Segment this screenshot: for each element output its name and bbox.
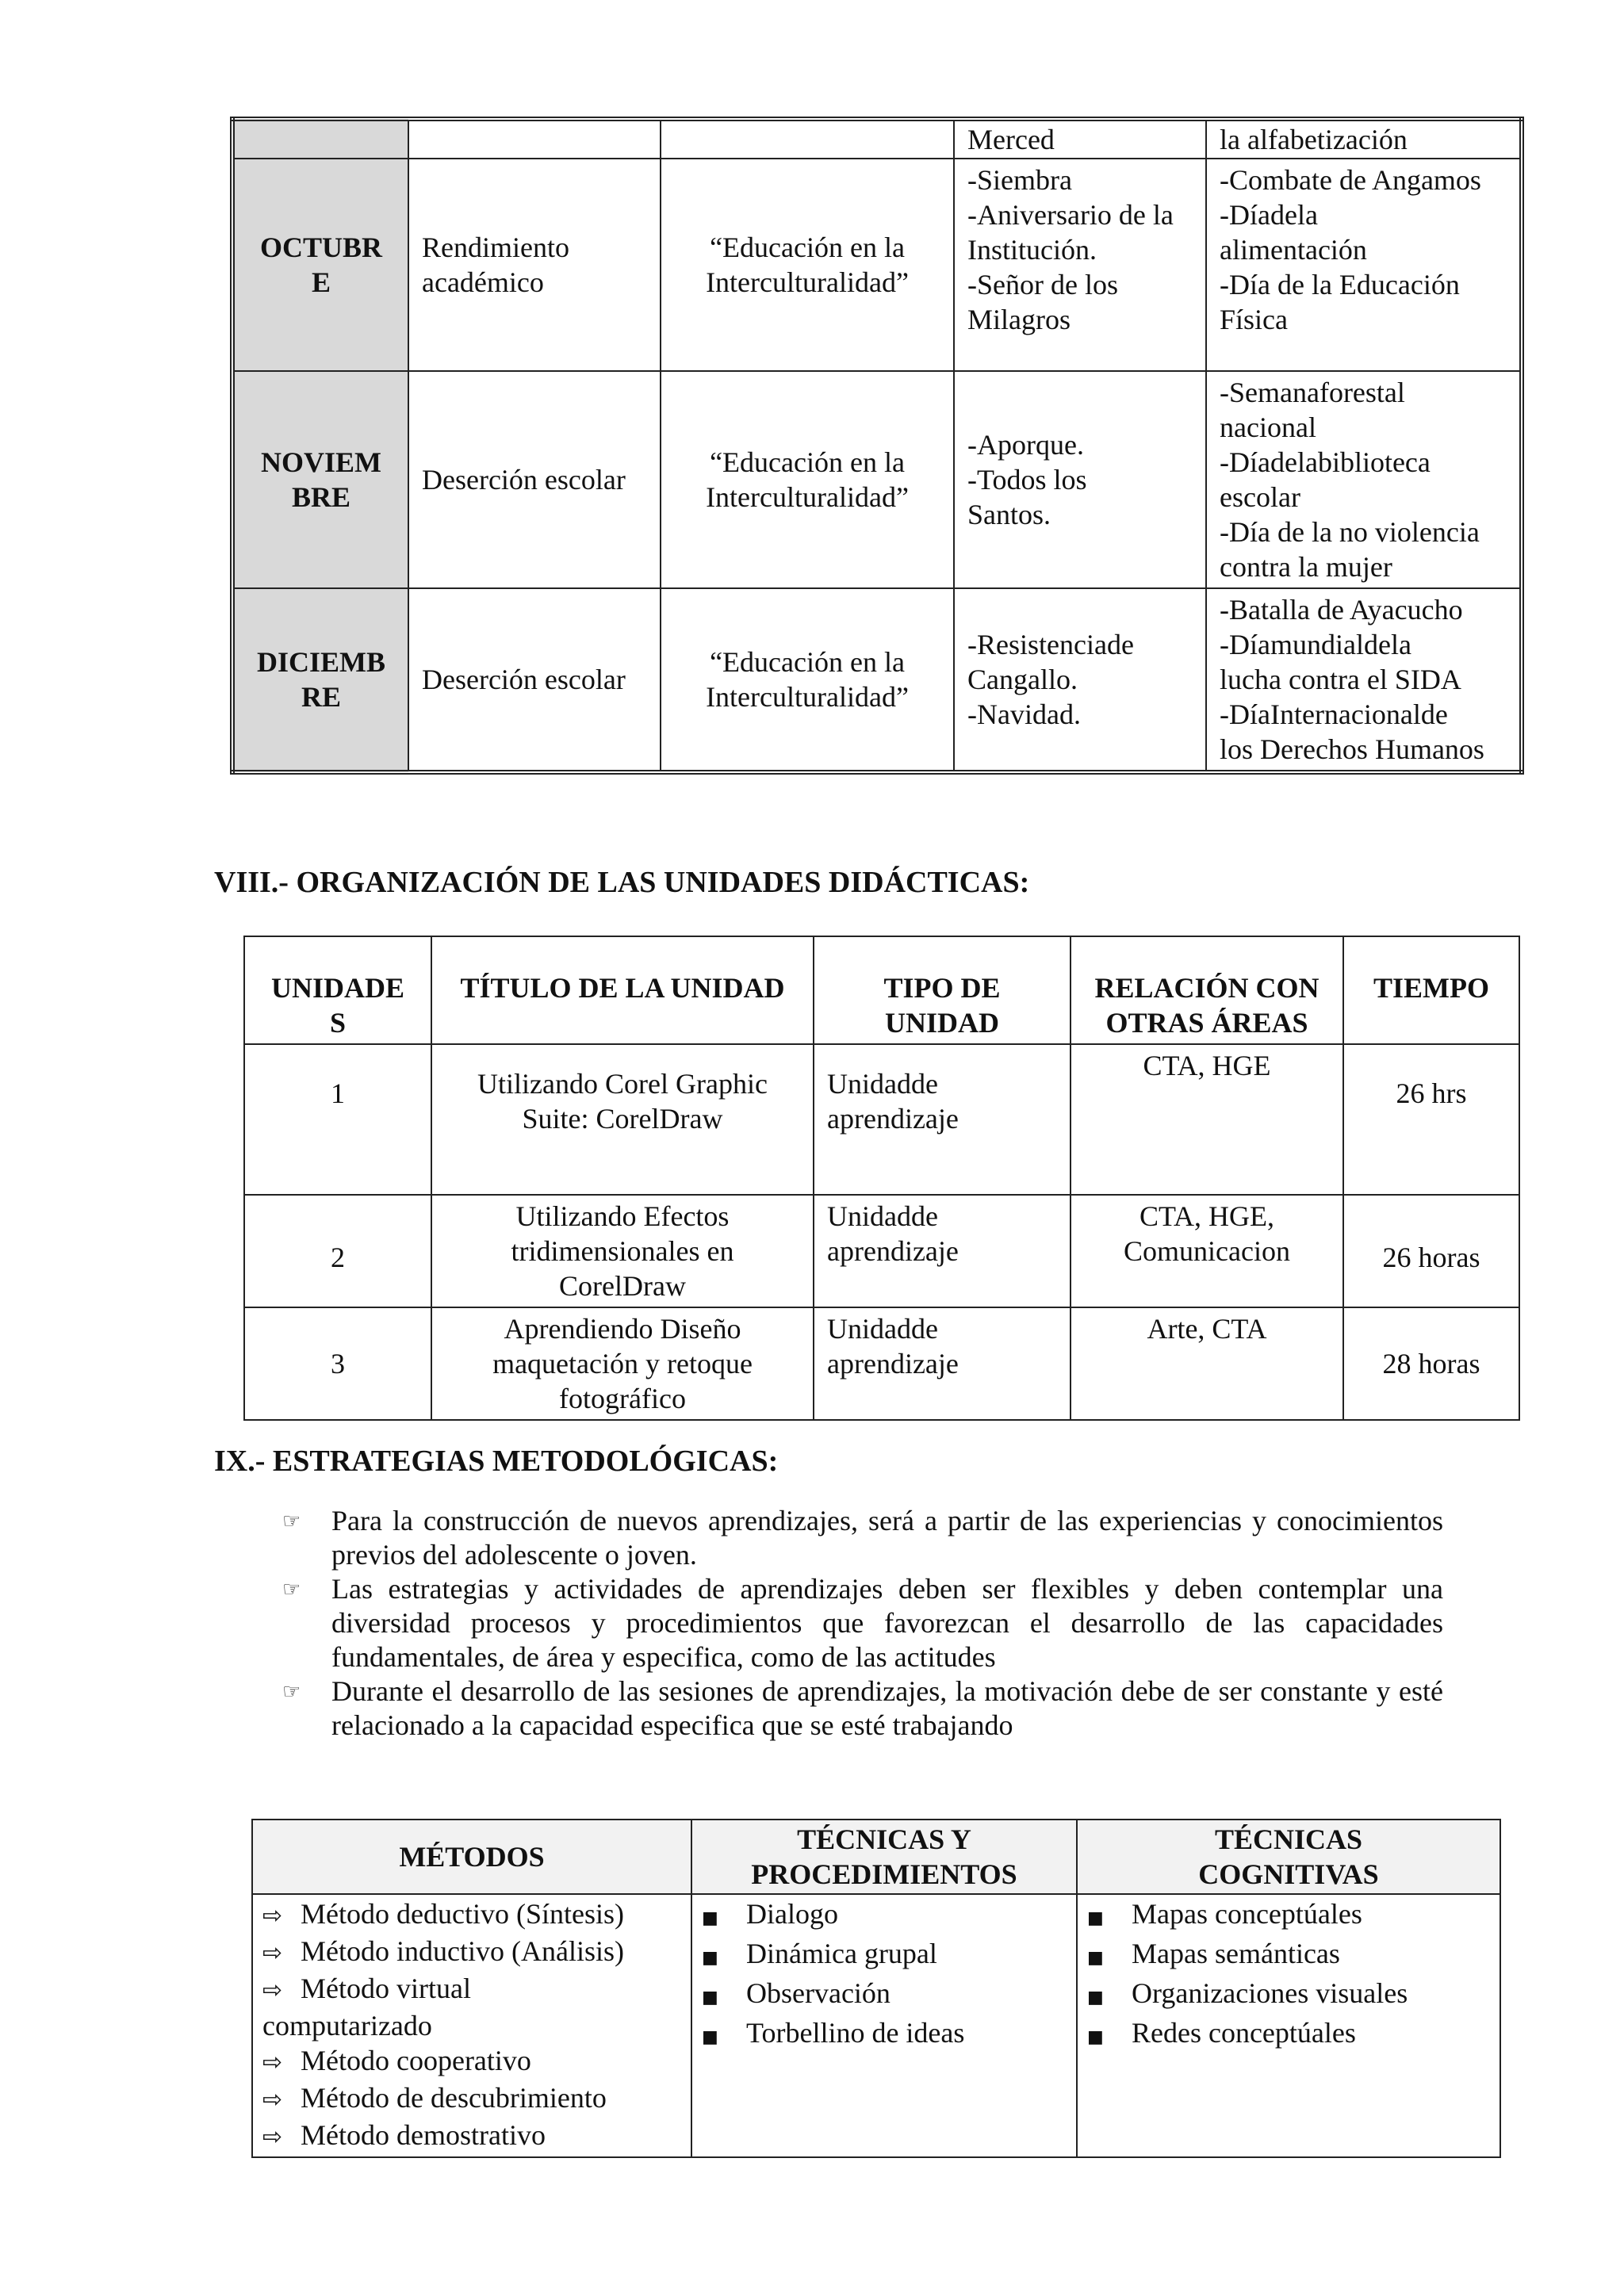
strategies-list	[282, 1504, 1443, 1743]
table-cell: la alfabetización	[1206, 119, 1522, 159]
unit-title: Utilizando Corel Graphic Suite: CorelDraw	[431, 1044, 814, 1195]
table-row	[244, 1044, 1519, 1195]
dates-cell: -Combate de Angamos -Díadela alimentación -Día de la Educación Física	[1206, 159, 1522, 371]
arrow-right-icon: ⇨	[262, 2086, 283, 2114]
column-header: TÍTULO DE LA UNIDAD	[431, 936, 814, 1044]
list-item: ■ Dinámica grupal	[702, 1936, 1067, 1976]
unit-type: Unidadde aprendizaje	[814, 1044, 1071, 1195]
unit-areas: Arte, CTA	[1071, 1307, 1343, 1420]
table-row	[244, 1195, 1519, 1307]
month-cell: DICIEMB RE	[232, 588, 408, 772]
pointing-hand-icon: ☞	[282, 1510, 301, 1533]
unit-type: Unidadde aprendizaje	[814, 1307, 1071, 1420]
theme-cell: “Educación en la Interculturalidad”	[661, 371, 954, 588]
table-cell: Merced	[954, 119, 1206, 159]
list-item: ☞ Durante el desarrollo de las sesiones de aprendizajes, la motivación debe de ser constante y esté relacionado a la capacidad especifica que se esté trabajando	[282, 1675, 1443, 1741]
table-row	[244, 1307, 1519, 1420]
table-cell	[661, 119, 954, 159]
table-header-row	[244, 936, 1519, 1044]
unit-type: Unidadde aprendizaje	[814, 1195, 1071, 1307]
month-cell: OCTUBR E	[232, 159, 408, 371]
problem-cell: Rendimiento académico	[408, 159, 661, 371]
column-header: TÉCNICAS Y PROCEDIMIENTOS	[691, 1820, 1077, 1894]
unit-areas: CTA, HGE, Comunicacion	[1071, 1195, 1343, 1307]
list-item: ■ Observación	[702, 1976, 1067, 2015]
unit-time: 28 horas	[1343, 1307, 1519, 1420]
table-row	[232, 119, 1522, 159]
square-bullet-icon: ■	[1087, 2027, 1104, 2047]
arrow-right-icon: ⇨	[262, 2123, 283, 2151]
square-bullet-icon: ■	[702, 1908, 718, 1928]
list-item: ⇨ Método deductivo (Síntesis)	[262, 1896, 681, 1934]
square-bullet-icon: ■	[702, 2027, 718, 2047]
list-item: ■ Mapas conceptúales	[1087, 1896, 1490, 1936]
unit-number: 1	[244, 1044, 431, 1195]
unit-time: 26 hrs	[1343, 1044, 1519, 1195]
column-header: UNIDADE S	[244, 936, 431, 1044]
table-row	[252, 1894, 1500, 2157]
column-header: TIPO DE UNIDAD	[814, 936, 1071, 1044]
square-bullet-icon: ■	[1087, 1908, 1104, 1928]
techniques-cell	[691, 1894, 1077, 2157]
civic-calendar-table	[230, 117, 1524, 775]
section-heading-strategies: IX.- ESTRATEGIAS METODOLÓGICAS:	[214, 1445, 779, 1478]
pointing-hand-icon: ☞	[282, 1578, 301, 1601]
column-header: TIEMPO	[1343, 936, 1519, 1044]
methods-cell	[252, 1894, 691, 2157]
square-bullet-icon: ■	[1087, 1988, 1104, 2007]
list-item: ☞ Las estrategias y actividades de aprendizajes deben ser flexibles y deben contemplar una diversidad procesos y procedimientos que favorezcan el desarrollo de las capacidades fundamentales, de área y especifica, como de las actitudes	[282, 1573, 1443, 1673]
column-header: MÉTODOS	[252, 1820, 691, 1894]
unit-number: 3	[244, 1307, 431, 1420]
month-cell	[232, 119, 408, 159]
list-item: ☞ Para la construcción de nuevos aprendizajes, será a partir de las experiencias y conocimientos previos del adolescente o joven.	[282, 1505, 1443, 1571]
unit-title: Aprendiendo Diseño maquetación y retoque fotográfico	[431, 1307, 814, 1420]
list-item: ■ Dialogo	[702, 1896, 1067, 1936]
unit-time: 26 horas	[1343, 1195, 1519, 1307]
events-cell: -Siembra -Aniversario de la Institución. -Señor de los Milagros	[954, 159, 1206, 371]
square-bullet-icon: ■	[702, 1988, 718, 2007]
arrow-right-icon: ⇨	[262, 1902, 283, 1930]
events-cell: -Resistenciade Cangallo. -Navidad.	[954, 588, 1206, 772]
units-table	[243, 936, 1520, 1421]
dates-cell: -Batalla de Ayacucho -Díamundialdela lucha contra el SIDA -DíaInternacionalde los Derechos Humanos	[1206, 588, 1522, 772]
month-cell: NOVIEM BRE	[232, 371, 408, 588]
list-item: ⇨ Método cooperativo	[262, 2043, 681, 2080]
column-header: RELACIÓN CON OTRAS ÁREAS	[1071, 936, 1343, 1044]
list-item: ⇨ Método demostrativo	[262, 2118, 681, 2155]
list-item: ⇨ Método de descubrimiento	[262, 2080, 681, 2118]
theme-cell: “Educación en la Interculturalidad”	[661, 159, 954, 371]
column-header: TÉCNICAS COGNITIVAS	[1077, 1820, 1500, 1894]
problem-cell: Deserción escolar	[408, 588, 661, 772]
dates-cell: -Semanaforestal nacional -Díadelabiblioteca escolar -Día de la no violencia contra la mujer	[1206, 371, 1522, 588]
list-item: ■ Mapas semánticas	[1087, 1936, 1490, 1976]
unit-areas: CTA, HGE	[1071, 1044, 1343, 1195]
table-row	[232, 588, 1522, 772]
pointing-hand-icon: ☞	[282, 1680, 301, 1703]
list-item: ⇨ Método virtual	[262, 1971, 681, 2008]
table-header-row	[252, 1820, 1500, 1894]
table-row	[232, 371, 1522, 588]
square-bullet-icon: ■	[702, 1948, 718, 1968]
problem-cell: Deserción escolar	[408, 371, 661, 588]
arrow-right-icon: ⇨	[262, 1939, 283, 1967]
table-row	[232, 159, 1522, 371]
unit-title: Utilizando Efectos tridimensionales en CorelDraw	[431, 1195, 814, 1307]
table-cell	[408, 119, 661, 159]
unit-number: 2	[244, 1195, 431, 1307]
section-heading-units: VIII.- ORGANIZACIÓN DE LAS UNIDADES DIDÁCTICAS:	[214, 866, 1030, 899]
list-item: ⇨ Método inductivo (Análisis)	[262, 1934, 681, 1971]
list-item: ■ Redes conceptúales	[1087, 2015, 1490, 2055]
arrow-right-icon: ⇨	[262, 1976, 283, 2004]
list-item: ■ Organizaciones visuales	[1087, 1976, 1490, 2015]
arrow-right-icon: ⇨	[262, 2049, 283, 2076]
events-cell: -Aporque. -Todos los Santos.	[954, 371, 1206, 588]
theme-cell: “Educación en la Interculturalidad”	[661, 588, 954, 772]
cognitive-cell	[1077, 1894, 1500, 2157]
list-item: ■ Torbellino de ideas	[702, 2015, 1067, 2055]
list-item-continuation: computarizado	[262, 2010, 432, 2042]
methods-table	[251, 1819, 1501, 2158]
square-bullet-icon: ■	[1087, 1948, 1104, 1968]
